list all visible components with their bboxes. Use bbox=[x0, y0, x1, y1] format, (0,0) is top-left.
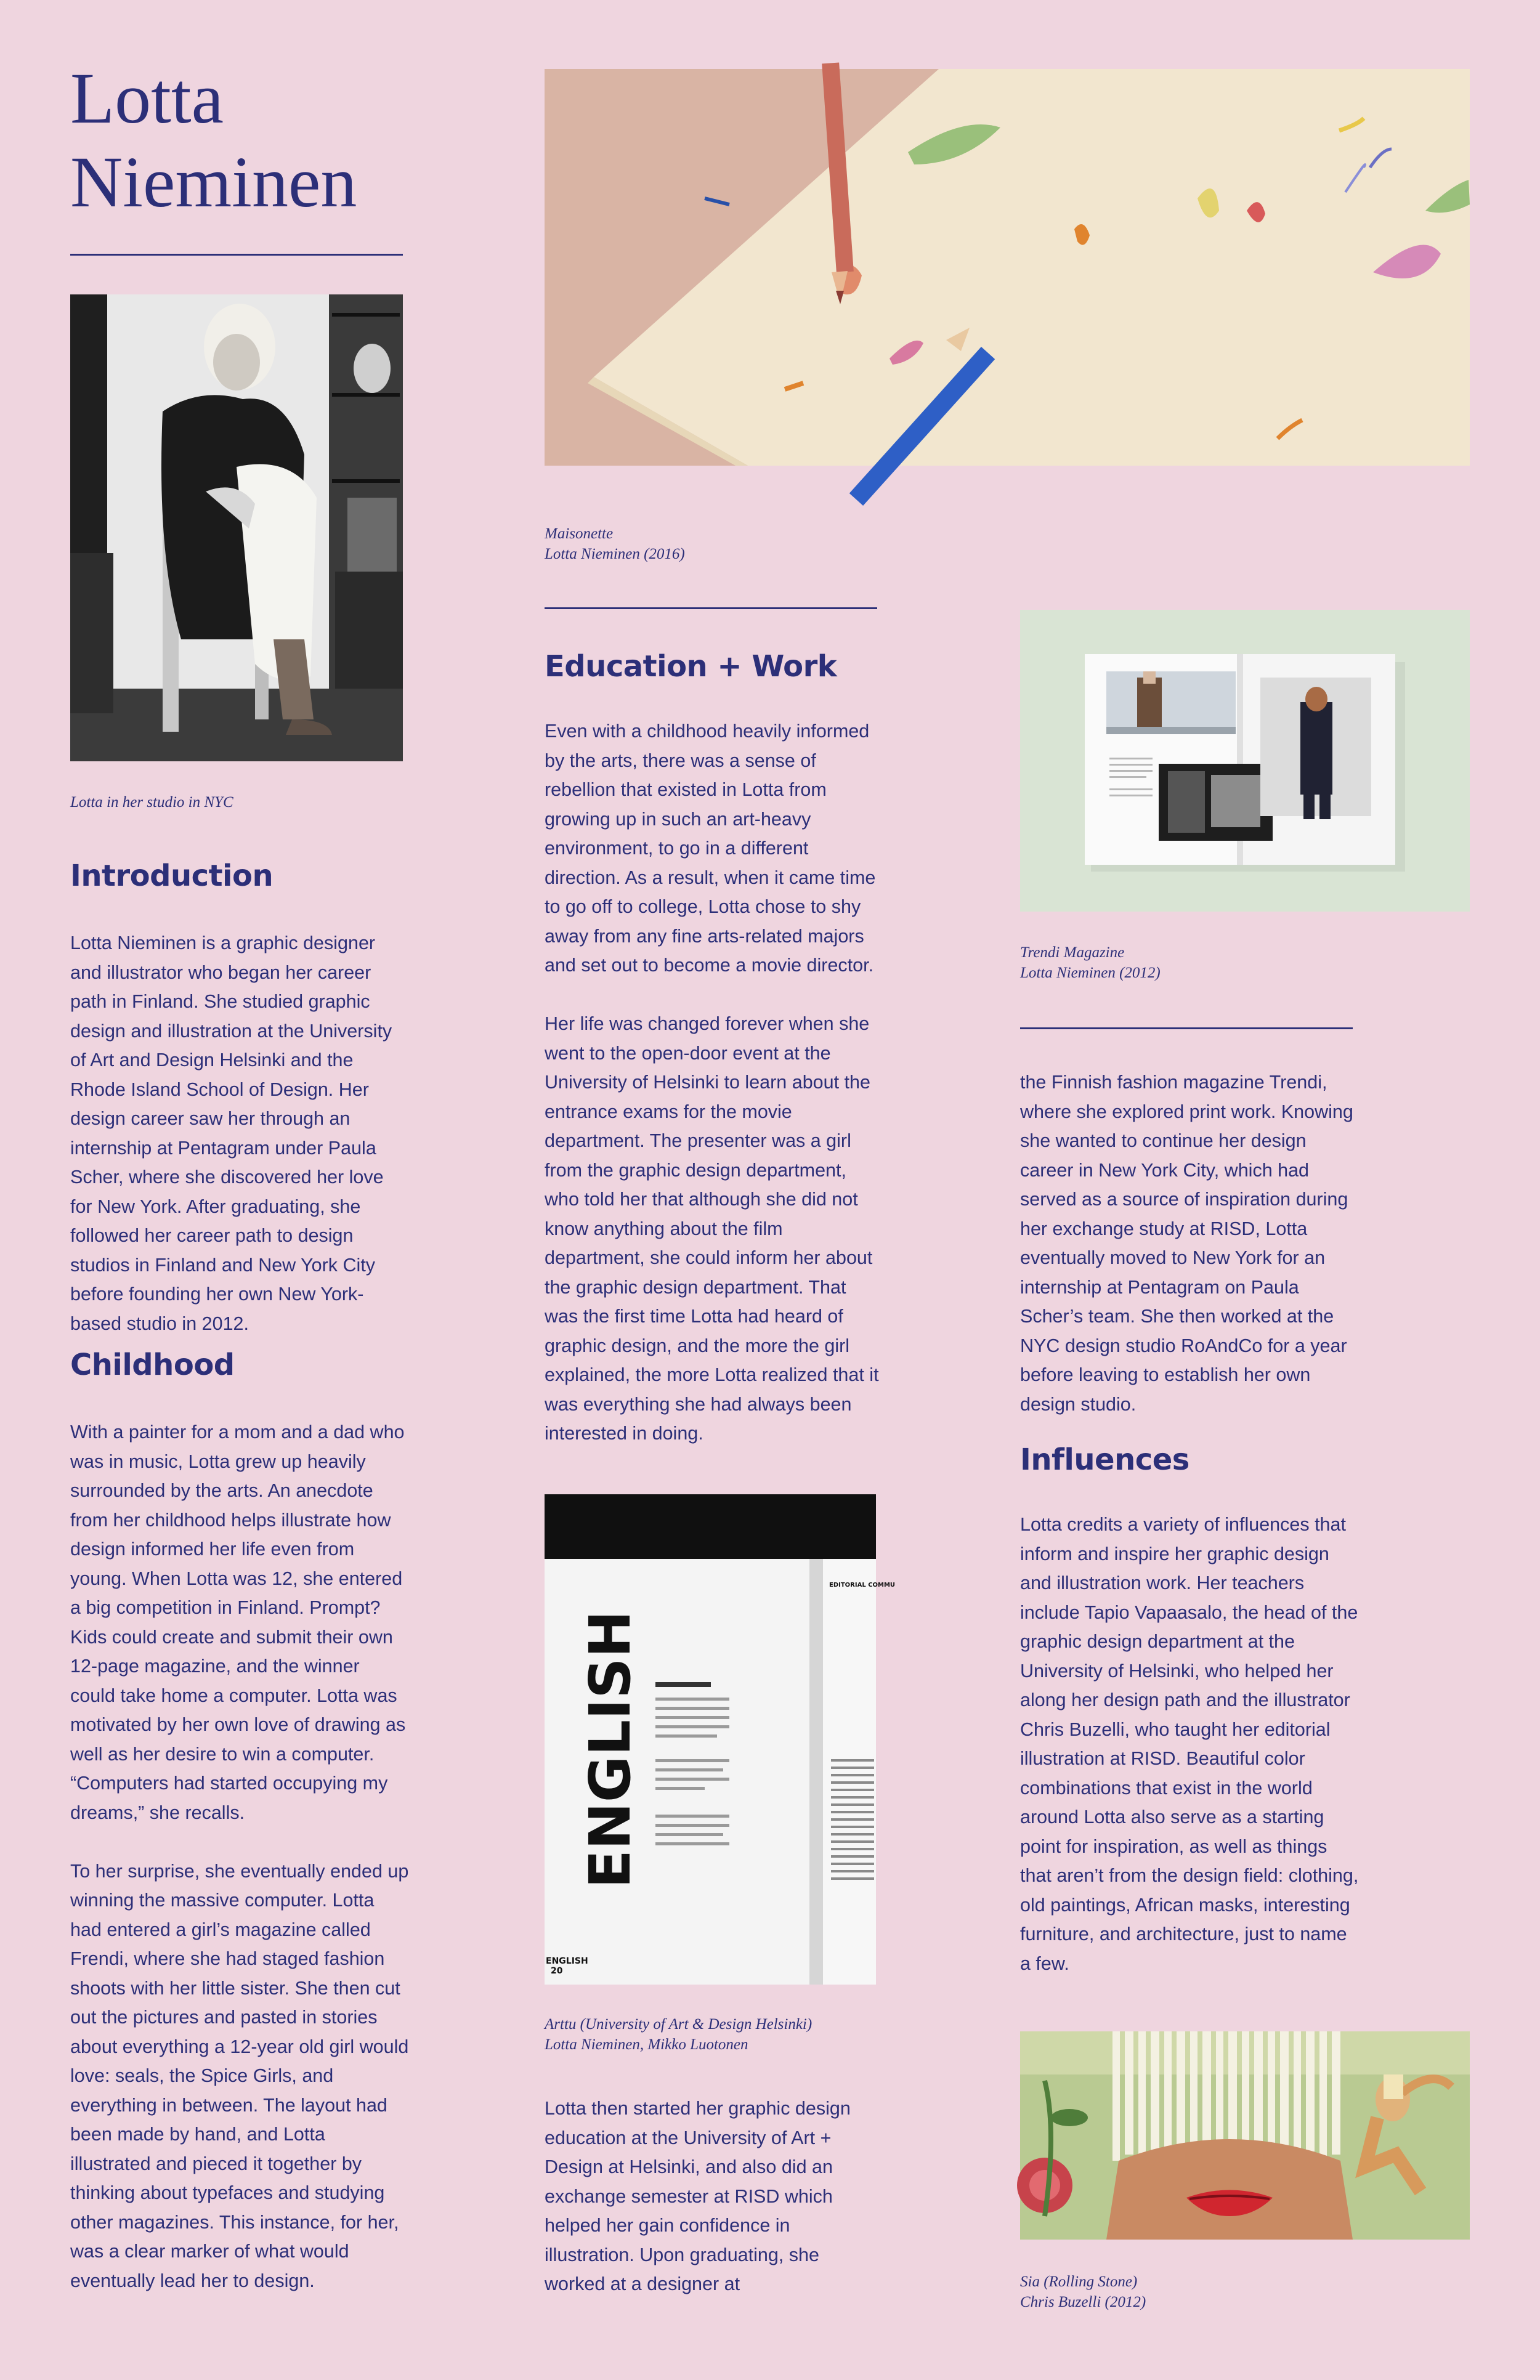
childhood-text bbox=[70, 1418, 409, 2296]
introduction-text bbox=[70, 929, 409, 1338]
sia-caption-title: Sia (Rolling Stone) bbox=[1020, 2273, 1138, 2290]
childhood-heading: Childhood bbox=[70, 1348, 235, 1382]
arttu-corner-number: 20 bbox=[551, 1966, 563, 1976]
sia-illustration-image bbox=[1020, 2031, 1470, 2240]
influences-text bbox=[1020, 1510, 1359, 1978]
influences-heading: Influences bbox=[1020, 1443, 1189, 1477]
education-rule bbox=[545, 607, 877, 609]
arttu-caption-title: Arttu (University of Art & Design Helsinki) bbox=[545, 2016, 813, 2033]
influences-paragraph: Lotta credits a variety of influences that inform and inspire her graphic design and illustration work. Her teachers include Tapio Vapaasalo, the head of the graphic design department at the University of Helsinki, who helped her along her design path and the illustrator Chris Buzelli, who taught her editorial illustration at RISD. Beautiful color combinations that exist in the world around Lotta also serve as a starting point for inspiration, as well as things that aren’t from the design field: clothing, old paintings, African masks, interesting furniture, and architecture, just to name a few. bbox=[1020, 1514, 1359, 1974]
trendi-magazine-image bbox=[1020, 610, 1470, 912]
education-paragraph-3: Lotta then started her graphic design education at the University of Art + Design at Helsinki, and also did an exchange semester at RISD which helped her gain confidence in illustration. Upon graduating, she worked at a designer at bbox=[545, 2098, 851, 2294]
arttu-right-title: EDITORIAL COMMU bbox=[829, 1582, 896, 1589]
arttu-spine-text: ENGLISH bbox=[577, 1610, 643, 1888]
childhood-paragraph-1: With a painter for a mom and a dad who was in music, Lotta grew up heavily surrounded by the arts. An anecdote from her childhood helps illustrate how design informed her life even from young. When Lotta was 12, she entered a big competition in Finland. Prompt? Kids could create and submit their own 12-page magazine, and the winner could take home a computer. Lotta was motivated by her own love of drawing as well as her desire to win a computer. “Computers had started occupying my dreams,” she recalls. bbox=[70, 1422, 406, 1823]
trendi-caption-credit: Lotta Nieminen (2012) bbox=[1020, 965, 1161, 981]
trendi-caption-title: Trendi Magazine bbox=[1020, 944, 1125, 961]
arttu-caption-credit: Lotta Nieminen, Mikko Luotonen bbox=[545, 2036, 748, 2053]
maisonette-caption bbox=[545, 524, 976, 564]
trendi-paragraph: the Finnish fashion magazine Trendi, where she explored print work. Knowing she wanted to continue her design career in New York City, which had served as a source of inspiration during her exchange study at RISD, Lotta eventually moved to New York for an internship at Pentagram on Paula Scher’s team. She then worked at the NYC design studio RoAndCo for a year before leaving to establish her own design studio. bbox=[1020, 1072, 1353, 1415]
trendi-text bbox=[1020, 1068, 1356, 1419]
title-line-2: Nieminen bbox=[70, 142, 357, 222]
page-title bbox=[70, 57, 415, 224]
sia-caption-credit: Chris Buzelli (2012) bbox=[1020, 2294, 1146, 2310]
trendi-caption bbox=[1020, 942, 1451, 983]
arttu-caption bbox=[545, 2014, 926, 2055]
childhood-paragraph-2: To her surprise, she eventually ended up winning the massive computer. Lotta had entered a girl’s magazine called Frendi, where she had staged fashion shoots with her little sister. She then cut out the pictures and pasted in stories about everything a 12-year old girl would love: seals, the Spice Girls, and everything in between. The layout had been made by hand, and Lotta illustrated and pieced it together by thinking about typefaces and studying other magazines. This instance, for her, was a clear marker of what would eventually lead her to design. bbox=[70, 1860, 409, 2291]
education-continued bbox=[545, 2094, 880, 2299]
maisonette-caption-title: Maisonette bbox=[545, 525, 614, 542]
education-paragraph-2: Her life was changed forever when she went to the open-door event at the University of Helsinki to learn about the entrance exams for the movie department. The presenter was a girl from the graphic design department, who told her that although she did not know anything about the film department, she could inform her about the graphic design department. That was the first time Lotta had heard of graphic design, and the more the girl explained, the more Lotta realized that it was everything she had always been interested in doing. bbox=[545, 1013, 879, 1444]
education-work-heading: Education + Work bbox=[545, 649, 837, 684]
maisonette-caption-credit: Lotta Nieminen (2016) bbox=[545, 546, 685, 562]
introduction-paragraph: Lotta Nieminen is a graphic designer and illustrator who began her career path in Finland. She studied graphic design and illustration at the University of Art and Design Helsinki and the Rhode Island School of Design. Her design career saw her through an internship at Pentagram under Paula Scher, where she discovered her love for New York. After graduating, she followed her career path to design studios in Finland and New York City before founding her own New York-based studio in 2012. bbox=[70, 933, 392, 1334]
sia-caption bbox=[1020, 2272, 1451, 2312]
maisonette-image bbox=[545, 69, 1470, 466]
title-rule bbox=[70, 254, 403, 256]
portrait-caption: Lotta in her studio in NYC bbox=[70, 794, 233, 811]
arttu-magazine-image bbox=[545, 1494, 896, 1985]
portrait-photo bbox=[70, 294, 403, 761]
arttu-corner-text: ENGLISH bbox=[546, 1956, 588, 1966]
education-text bbox=[545, 717, 880, 1449]
title-line-1: Lotta bbox=[70, 58, 224, 139]
introduction-heading: Introduction bbox=[70, 859, 274, 893]
education-paragraph-1: Even with a childhood heavily informed by the arts, there was a sense of rebellion that existed in Lotta from growing up in such an art-heavy environment, to go in a different direction. As a result, when it came time to go off to college, Lotta chose to shy away from any fine arts-related majors and set out to become a movie director. bbox=[545, 721, 876, 976]
trendi-rule bbox=[1020, 1027, 1353, 1029]
